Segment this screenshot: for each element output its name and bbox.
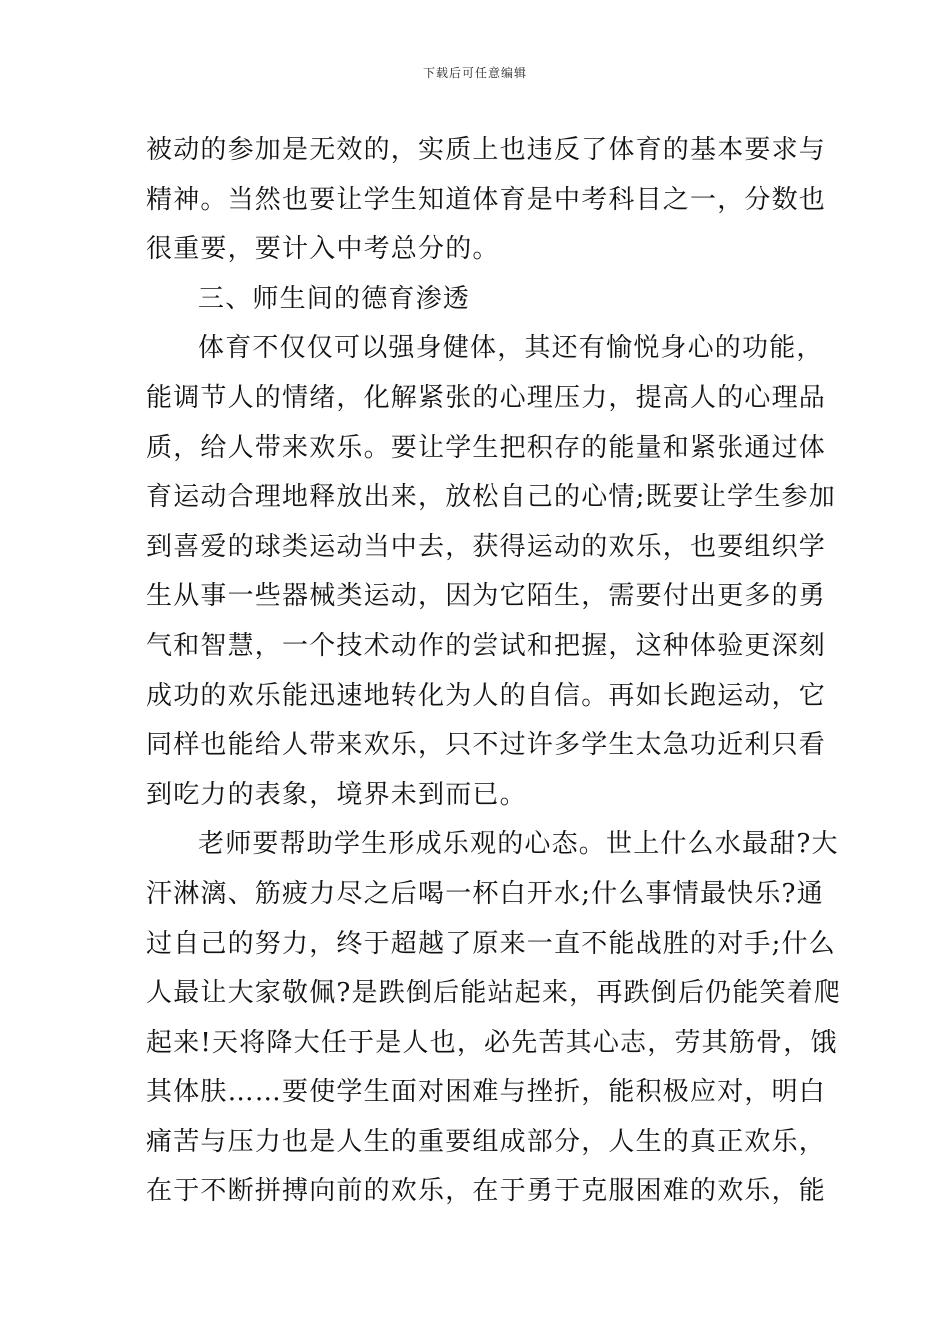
text-line: 精神。当然也要让学生知道体育是中考科目之一，分数也 bbox=[146, 184, 827, 215]
text-line: 痛苦与压力也是人生的重要组成部分，人生的真正欢乐， bbox=[146, 1126, 827, 1157]
text-line: 成功的欢乐能迅速地转化为人的自信。再如长跑运动，它 bbox=[146, 680, 827, 711]
text-line: 起来!天将降大任于是人也，必先苦其心志，劳其筋骨，饿 bbox=[146, 1027, 838, 1058]
paragraph-start: 体育不仅仅可以强身健体，其还有愉悦身心的功能， bbox=[198, 333, 824, 364]
text-line: 其体肤……要使学生面对困难与挫折，能积极应对，明白 bbox=[146, 1077, 827, 1108]
text-line: 同样也能给人带来欢乐，只不过许多学生太急功近利只看 bbox=[146, 730, 827, 761]
text-line: 汗淋漓、筋疲力尽之后喝一杯白开水;什么事情最快乐?通 bbox=[146, 878, 824, 909]
text-line: 被动的参加是无效的，实质上也违反了体育的基本要求与 bbox=[146, 135, 827, 165]
text-line: 过自己的努力，终于超越了原来一直不能战胜的对手;什么 bbox=[146, 928, 836, 959]
section-heading: 三、师生间的德育渗透 bbox=[198, 283, 471, 314]
text-line: 质，给人带来欢乐。要让学生把积存的能量和紧张通过体 bbox=[146, 432, 827, 463]
text-line: 在于不断拼搏向前的欢乐，在于勇于克服困难的欢乐，能 bbox=[146, 1176, 827, 1207]
text-line: 人最让大家敬佩?是跌倒后能站起来，再跌倒后仍能笑着爬 bbox=[146, 978, 842, 1009]
text-line: 气和智慧，一个技术动作的尝试和把握，这种体验更深刻 bbox=[146, 630, 827, 661]
text-line: 到喜爱的球类运动当中去，获得运动的欢乐，也要组织学 bbox=[146, 531, 827, 562]
paragraph-start: 老师要帮助学生形成乐观的心态。世上什么水最甜?大 bbox=[198, 829, 839, 860]
body-text bbox=[146, 126, 842, 1217]
header-note: 下载后可任意编辑 bbox=[422, 66, 527, 80]
text-line: 生从事一些器械类运动，因为它陌生，需要付出更多的勇 bbox=[146, 581, 827, 612]
text-line: 育运动合理地释放出来，放松自己的心情;既要让学生参加 bbox=[146, 482, 836, 513]
text-line: 到吃力的表象，境界未到而已。 bbox=[146, 779, 527, 810]
text-line: 能调节人的情绪，化解紧张的心理压力，提高人的心理品 bbox=[146, 382, 827, 413]
text-line: 很重要，要计入中考总分的。 bbox=[146, 234, 500, 265]
